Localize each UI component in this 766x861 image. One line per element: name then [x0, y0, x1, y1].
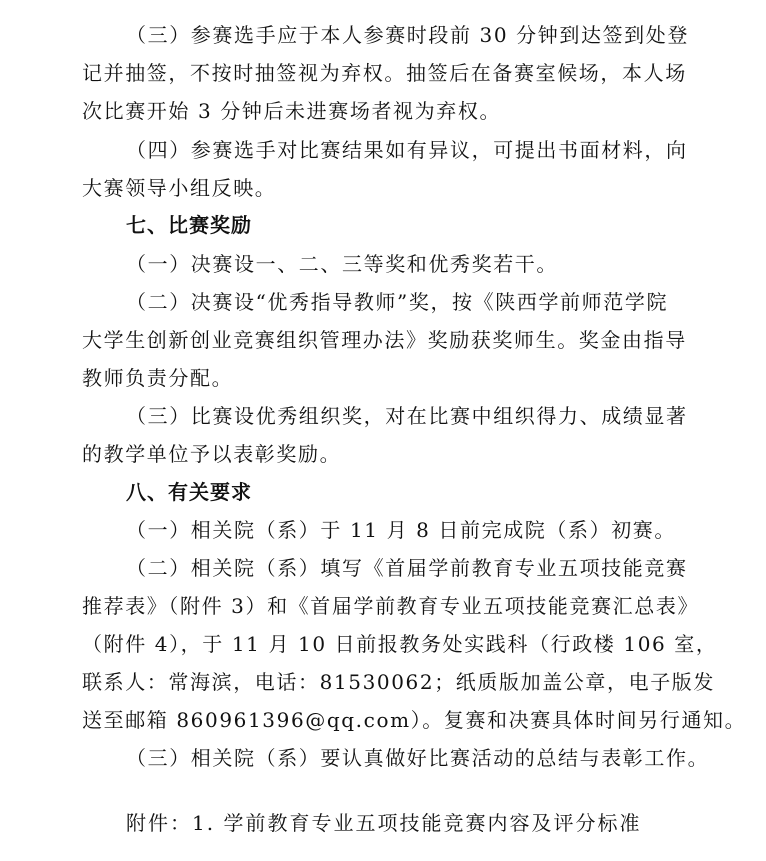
paragraph-line: 大学生创新创业竞赛组织管理办法》奖励获奖师生。奖金由指导 — [82, 328, 687, 352]
paragraph-line: 大赛领导小组反映。 — [82, 176, 277, 200]
paragraph-line: （三）相关院（系）要认真做好比赛活动的总结与表彰工作。 — [126, 746, 710, 770]
paragraph-line: （二）决赛设“优秀指导教师”奖，按《陕西学前师范学院 — [126, 290, 669, 314]
paragraph-line: 记并抽签，不按时抽签视为弃权。抽签后在备赛室候场，本人场 — [82, 61, 687, 85]
paragraph-line: 的教学单位予以表彰奖励。 — [82, 442, 342, 466]
paragraph-line: （四）参赛选手对比赛结果如有异议，可提出书面材料，向 — [126, 138, 688, 162]
paragraph-line: 送至邮箱 860961396@qq.com）。复赛和决赛具体时间另行通知。 — [82, 708, 747, 732]
paragraph-line: 联系人：常海滨，电话：81530062；纸质版加盖公章，电子版发 — [82, 670, 715, 694]
section-heading: 七、比赛奖励 — [126, 213, 252, 237]
paragraph-line: 次比赛开始 3 分钟后未进赛场者视为弃权。 — [82, 99, 502, 123]
paragraph-line: （三）比赛设优秀组织奖，对在比赛中组织得力、成绩显著 — [126, 404, 688, 428]
section-heading: 八、有关要求 — [126, 480, 252, 504]
paragraph-line: 教师负责分配。 — [82, 366, 234, 390]
paragraph-line: （一）决赛设一、二、三等奖和优秀奖若干。 — [126, 252, 558, 276]
paragraph-line: （三）参赛选手应于本人参赛时段前 30 分钟到达签到处登 — [126, 23, 689, 47]
attachment-line: 附件：1. 学前教育专业五项技能竞赛内容及评分标准 — [126, 811, 642, 835]
paragraph-line: （一）相关院（系）于 11 月 8 日前完成院（系）初赛。 — [126, 518, 677, 542]
paragraph-line: 推荐表》（附件 3）和《首届学前教育专业五项技能竞赛汇总表》 — [82, 594, 700, 618]
paragraph-line: （二）相关院（系）填写《首届学前教育专业五项技能竞赛 — [126, 556, 688, 580]
paragraph-line: （附件 4），于 11 月 10 日前报教务处实践科（行政楼 106 室， — [82, 632, 718, 656]
